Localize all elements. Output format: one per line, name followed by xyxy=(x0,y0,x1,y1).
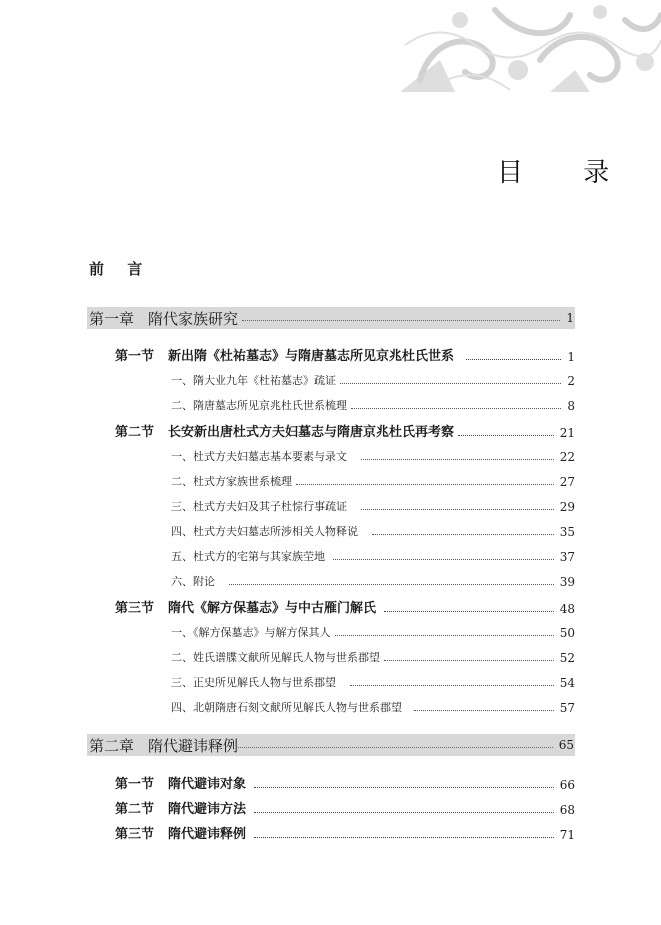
toc-chapter-1[interactable] xyxy=(87,307,575,329)
page-number: 2 xyxy=(567,374,575,388)
section-number: 第三节 xyxy=(115,601,155,616)
page-number: 29 xyxy=(559,500,575,514)
toc-subsection[interactable] xyxy=(171,523,575,539)
dot-leader xyxy=(466,359,561,360)
dot-leader xyxy=(254,787,554,788)
subsection-title: 一、隋大业九年《杜祐墓志》疏证 xyxy=(171,374,336,387)
section-title: 隋代《解方保墓志》与中古雁门解氏 xyxy=(168,601,377,616)
toc-subsection[interactable] xyxy=(171,397,575,413)
chapter-number: 第一章 xyxy=(89,309,135,328)
toc-section-1-2[interactable] xyxy=(115,421,575,440)
dot-leader xyxy=(351,408,561,409)
dot-leader xyxy=(350,685,554,686)
subsection-title: 三、杜式方夫妇及其子杜悰行事疏证 xyxy=(171,500,347,513)
dot-leader xyxy=(361,459,554,460)
toc-section-1-1[interactable] xyxy=(115,345,575,364)
dot-leader xyxy=(340,383,561,384)
subsection-title: 二、杜式方家族世系梳理 xyxy=(171,475,292,488)
dot-leader xyxy=(384,611,554,612)
toc-subsection[interactable] xyxy=(171,372,575,388)
dot-leader xyxy=(372,534,554,535)
toc-subsection[interactable] xyxy=(171,448,575,464)
decorative-ornament xyxy=(400,0,661,92)
page-number: 1 xyxy=(567,350,575,364)
page-number: 54 xyxy=(559,676,575,690)
section-title: 隋代避讳对象 xyxy=(168,777,247,792)
page-title: 目 录 xyxy=(497,158,636,188)
page-number: 71 xyxy=(559,828,575,842)
toc-subsection[interactable] xyxy=(171,699,575,715)
subsection-title: 一、《解方保墓志》与解方保其人 xyxy=(171,626,331,639)
dot-leader xyxy=(458,435,554,436)
dot-leader xyxy=(333,559,554,560)
chapter-number: 第二章 xyxy=(89,736,135,755)
subsection-title: 二、隋唐墓志所见京兆杜氏世系梳理 xyxy=(171,399,347,412)
toc-preface-link[interactable]: 前 言 xyxy=(89,260,152,278)
dot-leader xyxy=(296,484,554,485)
dot-leader xyxy=(414,710,554,711)
dot-leader xyxy=(229,584,554,585)
page-number: 1 xyxy=(566,311,574,325)
page-number: 21 xyxy=(559,426,575,440)
dot-leader xyxy=(242,320,560,321)
dot-leader xyxy=(384,660,554,661)
chapter-title: 隋代避讳释例 xyxy=(148,736,239,755)
toc-chapter-2[interactable] xyxy=(87,734,575,756)
section-title: 隋代避讳方法 xyxy=(168,802,247,817)
section-title: 长安新出唐杜式方夫妇墓志与隋唐京兆杜氏再考察 xyxy=(168,425,455,440)
dot-leader xyxy=(361,509,554,510)
subsection-title: 二、姓氏谱牒文献所见解氏人物与世系郡望 xyxy=(171,651,380,664)
section-number: 第二节 xyxy=(115,802,155,817)
section-number: 第一节 xyxy=(115,777,155,792)
toc-section-1-3[interactable] xyxy=(115,597,575,616)
section-title: 新出隋《杜祐墓志》与隋唐墓志所见京兆杜氏世系 xyxy=(168,349,455,364)
page-number: 68 xyxy=(559,803,575,817)
dot-leader xyxy=(254,812,554,813)
toc-subsection[interactable] xyxy=(171,548,575,564)
page-number: 35 xyxy=(559,525,575,539)
page-number: 48 xyxy=(559,602,575,616)
section-number: 第二节 xyxy=(115,425,155,440)
page-number: 8 xyxy=(567,399,575,413)
subsection-title: 四、北朝隋唐石刻文献所见解氏人物与世系郡望 xyxy=(171,701,402,714)
toc-subsection[interactable] xyxy=(171,573,575,589)
section-number: 第三节 xyxy=(115,827,155,842)
page-number: 22 xyxy=(559,450,575,464)
section-title: 隋代避讳释例 xyxy=(168,827,247,842)
page-number: 50 xyxy=(559,626,575,640)
toc-subsection[interactable] xyxy=(171,649,575,665)
page-number: 66 xyxy=(559,778,575,792)
dot-leader xyxy=(254,837,554,838)
page-number: 57 xyxy=(559,701,575,715)
toc-subsection[interactable] xyxy=(171,674,575,690)
toc-subsection[interactable] xyxy=(171,624,575,640)
toc-section-2-1[interactable] xyxy=(115,773,575,792)
subsection-title: 六、附论 xyxy=(171,575,215,588)
dot-leader xyxy=(238,747,553,748)
page-number: 65 xyxy=(558,738,574,752)
subsection-title: 五、杜式方的宅第与其家族茔地 xyxy=(171,550,325,563)
dot-leader xyxy=(335,635,554,636)
page-number: 52 xyxy=(559,651,575,665)
toc-subsection[interactable] xyxy=(171,473,575,489)
subsection-title: 一、杜式方夫妇墓志基本要素与录文 xyxy=(171,450,347,463)
page-number: 27 xyxy=(559,475,575,489)
page-number: 39 xyxy=(559,575,575,589)
toc-section-2-2[interactable] xyxy=(115,798,575,817)
toc-subsection[interactable] xyxy=(171,498,575,514)
toc-section-2-3[interactable] xyxy=(115,823,575,842)
subsection-title: 三、正史所见解氏人物与世系郡望 xyxy=(171,676,336,689)
section-number: 第一节 xyxy=(115,349,155,364)
page-number: 37 xyxy=(559,550,575,564)
subsection-title: 四、杜式方夫妇墓志所涉相关人物释说 xyxy=(171,525,358,538)
chapter-title: 隋代家族研究 xyxy=(148,309,239,328)
